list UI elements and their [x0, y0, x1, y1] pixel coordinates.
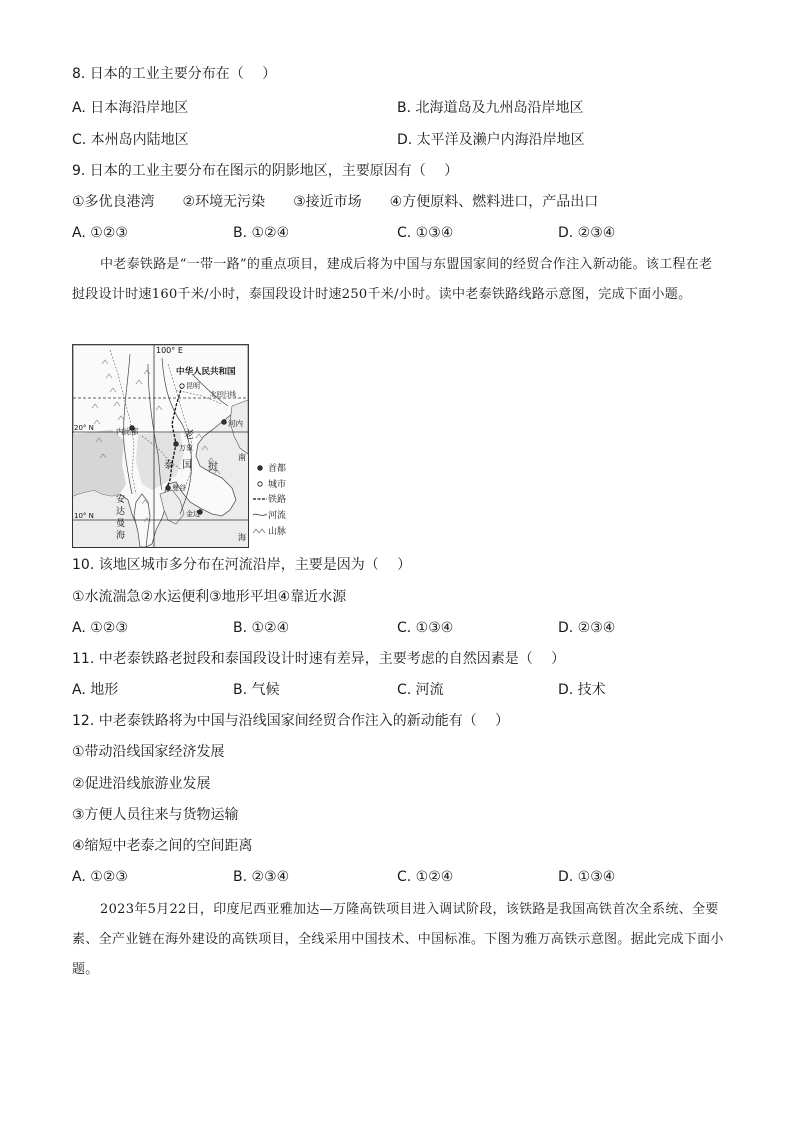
q9-option-b: B. ①②④: [233, 225, 290, 241]
q11-option-c: C. 河流: [397, 682, 444, 698]
andaman-sea-label-1: 安: [116, 495, 126, 505]
q12-option-a: A. ①②③: [72, 869, 128, 885]
legend-city: 城市: [268, 480, 287, 490]
q9-option-a: A. ①②③: [72, 225, 128, 241]
laos-label-1: 老: [184, 430, 194, 441]
naypyidaw-label: 内比都: [116, 427, 139, 436]
tropic-label: 北回归线: [210, 390, 236, 398]
legend-capital: 首都: [268, 464, 287, 474]
hanoi-marker: [222, 420, 227, 425]
legend-city-icon: [258, 482, 262, 486]
laos-label-2: 挝: [208, 462, 218, 473]
q11-option-a: A. 地形: [72, 682, 119, 698]
china-label: 中华人民共和国: [176, 367, 236, 377]
q10-option-c: C. ①③④: [397, 620, 454, 636]
q9-option-d: D. ②③④: [558, 225, 616, 241]
q12-stem: 12. 中老泰铁路将为中国与沿线国家间经贸合作注入的新动能有（ ）: [72, 713, 510, 729]
south-sea-label: 南: [238, 453, 246, 462]
q11-option-b: B. 气候: [233, 682, 280, 698]
vientiane-label: 万象: [179, 444, 193, 452]
lat-20-label: 20° N: [74, 424, 94, 432]
legend-capital-icon: [258, 466, 263, 471]
q12-option-c: C. ①②④: [397, 869, 454, 885]
q8-option-a: A. 日本海沿岸地区: [72, 100, 189, 116]
intro-paragraph-railway: 中老泰铁路是“一带一路”的重点项目，建成后将为中国与东盟国家间的经贸合作注入新动能。该工程在老挝段设计时速160千米/小时，泰国段设计时速250千米/小时。读中老泰铁路线路示意图，完成下面小题。: [72, 257, 713, 302]
q9-option-c: C. ①③④: [397, 225, 454, 241]
q12-statement-1: ①带动沿线国家经济发展: [72, 744, 225, 760]
bangkok-marker: [166, 486, 171, 491]
thailand-label-2: 国: [182, 460, 192, 471]
lat-10-label: 10° N: [74, 512, 94, 520]
shaded-region-west: [73, 430, 126, 496]
hanoi-label: 河内: [228, 419, 243, 428]
phnom-penh-label: 金边: [186, 510, 200, 518]
q12-statement-3: ③方便人员往来与货物运输: [72, 807, 239, 823]
q10-option-b: B. ①②④: [233, 620, 290, 636]
map-legend: [253, 462, 286, 537]
lon-label: 100° E: [156, 346, 183, 355]
q9-statements: ①多优良港湾 ②环境无污染 ③接近市场 ④方便原料、燃料进口，产品出口: [72, 194, 599, 210]
q12-statement-4: ④缩短中老泰之间的空间距离: [72, 838, 253, 854]
q8-option-d: D. 太平洋及濑户内海沿岸地区: [397, 132, 585, 148]
andaman-sea-label-2: 达: [116, 507, 126, 517]
legend-mountain-icon: [253, 529, 265, 533]
q11-option-d: D. 技术: [558, 682, 606, 698]
intro-paragraph-jakarta-bandung: 2023年5月22日，印度尼西亚雅加达—万隆高铁项目进入调试阶段，该铁路是我国高铁首次全系统、全要素、全产业链在海外建设的高铁项目，全线采用中国技术、中国标准。下图为雅万高铁示意图。据此完成下面小题。: [72, 902, 724, 977]
south-sea-label-2: 海: [238, 533, 246, 542]
q10-option-d: D. ②③④: [558, 620, 616, 636]
andaman-sea-label-4: 海: [116, 531, 126, 541]
q12-option-b: B. ②③④: [233, 869, 290, 885]
legend-river-icon: [253, 514, 267, 515]
q8-stem: 8. 日本的工业主要分布在（ ）: [72, 66, 277, 82]
q10-statements: ①水流湍急②水运便利③地形平坦④靠近水源: [72, 589, 347, 605]
legend-mountain: 山脉: [268, 527, 287, 537]
andaman-sea-label-3: 曼: [116, 519, 126, 529]
q9-stem: 9. 日本的工业主要分布在图示的阴影地区，主要原因有（ ）: [72, 163, 459, 179]
q12-option-d: D. ①③④: [558, 869, 616, 885]
kunming-label: 昆明: [186, 382, 200, 390]
q10-stem: 10. 该地区城市多分布在河流沿岸，主要是因为（ ）: [72, 557, 412, 573]
q11-stem: 11. 中老泰铁路老挝段和泰国段设计时速有差异，主要考虑的自然因素是（ ）: [72, 651, 566, 667]
bangkok-label: 曼谷: [172, 484, 186, 492]
railway-map: [72, 344, 298, 548]
q12-statement-2: ②促进沿线旅游业发展: [72, 776, 211, 792]
q8-option-b: B. 北海道岛及九州岛沿岸地区: [397, 100, 584, 116]
legend-river: 河流: [268, 511, 287, 521]
q8-option-c: C. 本州岛内陆地区: [72, 132, 189, 148]
kunming-marker: [180, 384, 184, 388]
thailand-label-1: 泰: [164, 460, 174, 471]
legend-railway: 铁路: [268, 495, 287, 505]
vientiane-marker: [174, 442, 179, 447]
q10-option-a: A. ①②③: [72, 620, 128, 636]
